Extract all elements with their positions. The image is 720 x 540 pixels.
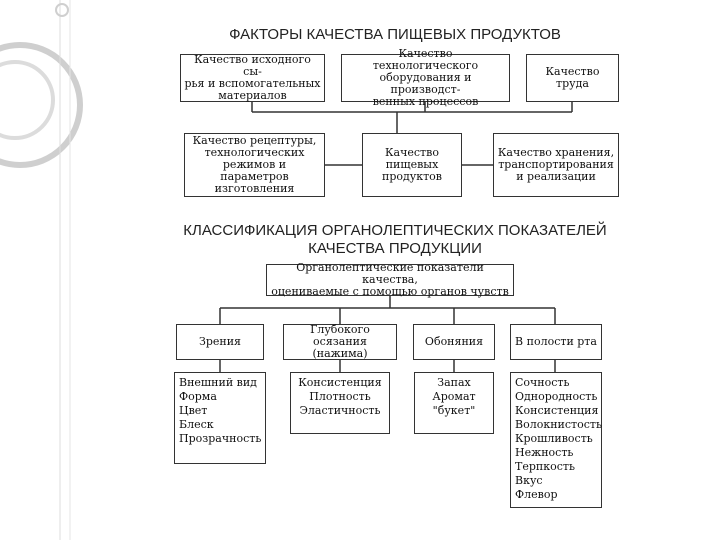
organoleptic-root: Органолептические показатели качества, оцениваемые с помощью органов чувств <box>266 264 514 296</box>
list-item: Консистенция <box>298 376 382 389</box>
factor-raw-materials: Качество исходного сы- рья и вспомогательных материалов <box>180 54 325 102</box>
list-item: Однородность <box>515 390 598 403</box>
list-item: Аромат <box>432 390 476 403</box>
list-item: Запах <box>437 376 471 389</box>
factor-equipment: Качество технологического оборудования и производст- венных процессов <box>341 54 510 102</box>
section1-title: ФАКТОРЫ КАЧЕСТВА ПИЩЕВЫХ ПРОДУКТОВ <box>229 26 561 43</box>
list-item: Прозрачность <box>179 432 262 445</box>
section2-title-line1: КЛАССИФИКАЦИЯ ОРГАНОЛЕПТИЧЕСКИХ ПОКАЗАТЕЛЕЙ <box>183 222 607 239</box>
list-item: Цвет <box>179 404 208 417</box>
list-smell <box>414 372 494 434</box>
factor-labor: Качество труда <box>526 54 619 102</box>
list-item: Внешний вид <box>179 376 257 389</box>
section2-title-line2: КАЧЕСТВА ПРОДУКЦИИ <box>308 240 482 257</box>
list-item: Вкус <box>515 474 543 487</box>
category-vision: Зрения <box>176 324 264 360</box>
category-mouth: В полости рта <box>510 324 602 360</box>
list-item: Флевор <box>515 488 558 501</box>
category-smell: Обоняния <box>413 324 495 360</box>
list-item: Крошливость <box>515 432 593 445</box>
list-mouth <box>510 372 602 508</box>
list-item: Плотность <box>309 390 371 403</box>
list-item: Терпкость <box>515 460 575 473</box>
list-item: Консистенция <box>515 404 599 417</box>
list-item: Сочность <box>515 376 570 389</box>
list-touch <box>290 372 390 434</box>
food-quality-center: Качество пищевых продуктов <box>362 133 462 197</box>
list-item: Нежность <box>515 446 574 459</box>
list-item: Форма <box>179 390 217 403</box>
list-item: "букет" <box>432 404 476 417</box>
list-item: Волокнистость <box>515 418 602 431</box>
factor-storage: Качество хранения, транспортирования и реализации <box>493 133 619 197</box>
section2-title <box>120 222 670 258</box>
list-item: Эластичность <box>299 404 381 417</box>
category-touch: Глубокого осязания (нажима) <box>283 324 397 360</box>
list-item: Блеск <box>179 418 214 431</box>
factor-recipe: Качество рецептуры, технологических режимов и параметров изготовления <box>184 133 325 197</box>
list-vision <box>174 372 266 464</box>
